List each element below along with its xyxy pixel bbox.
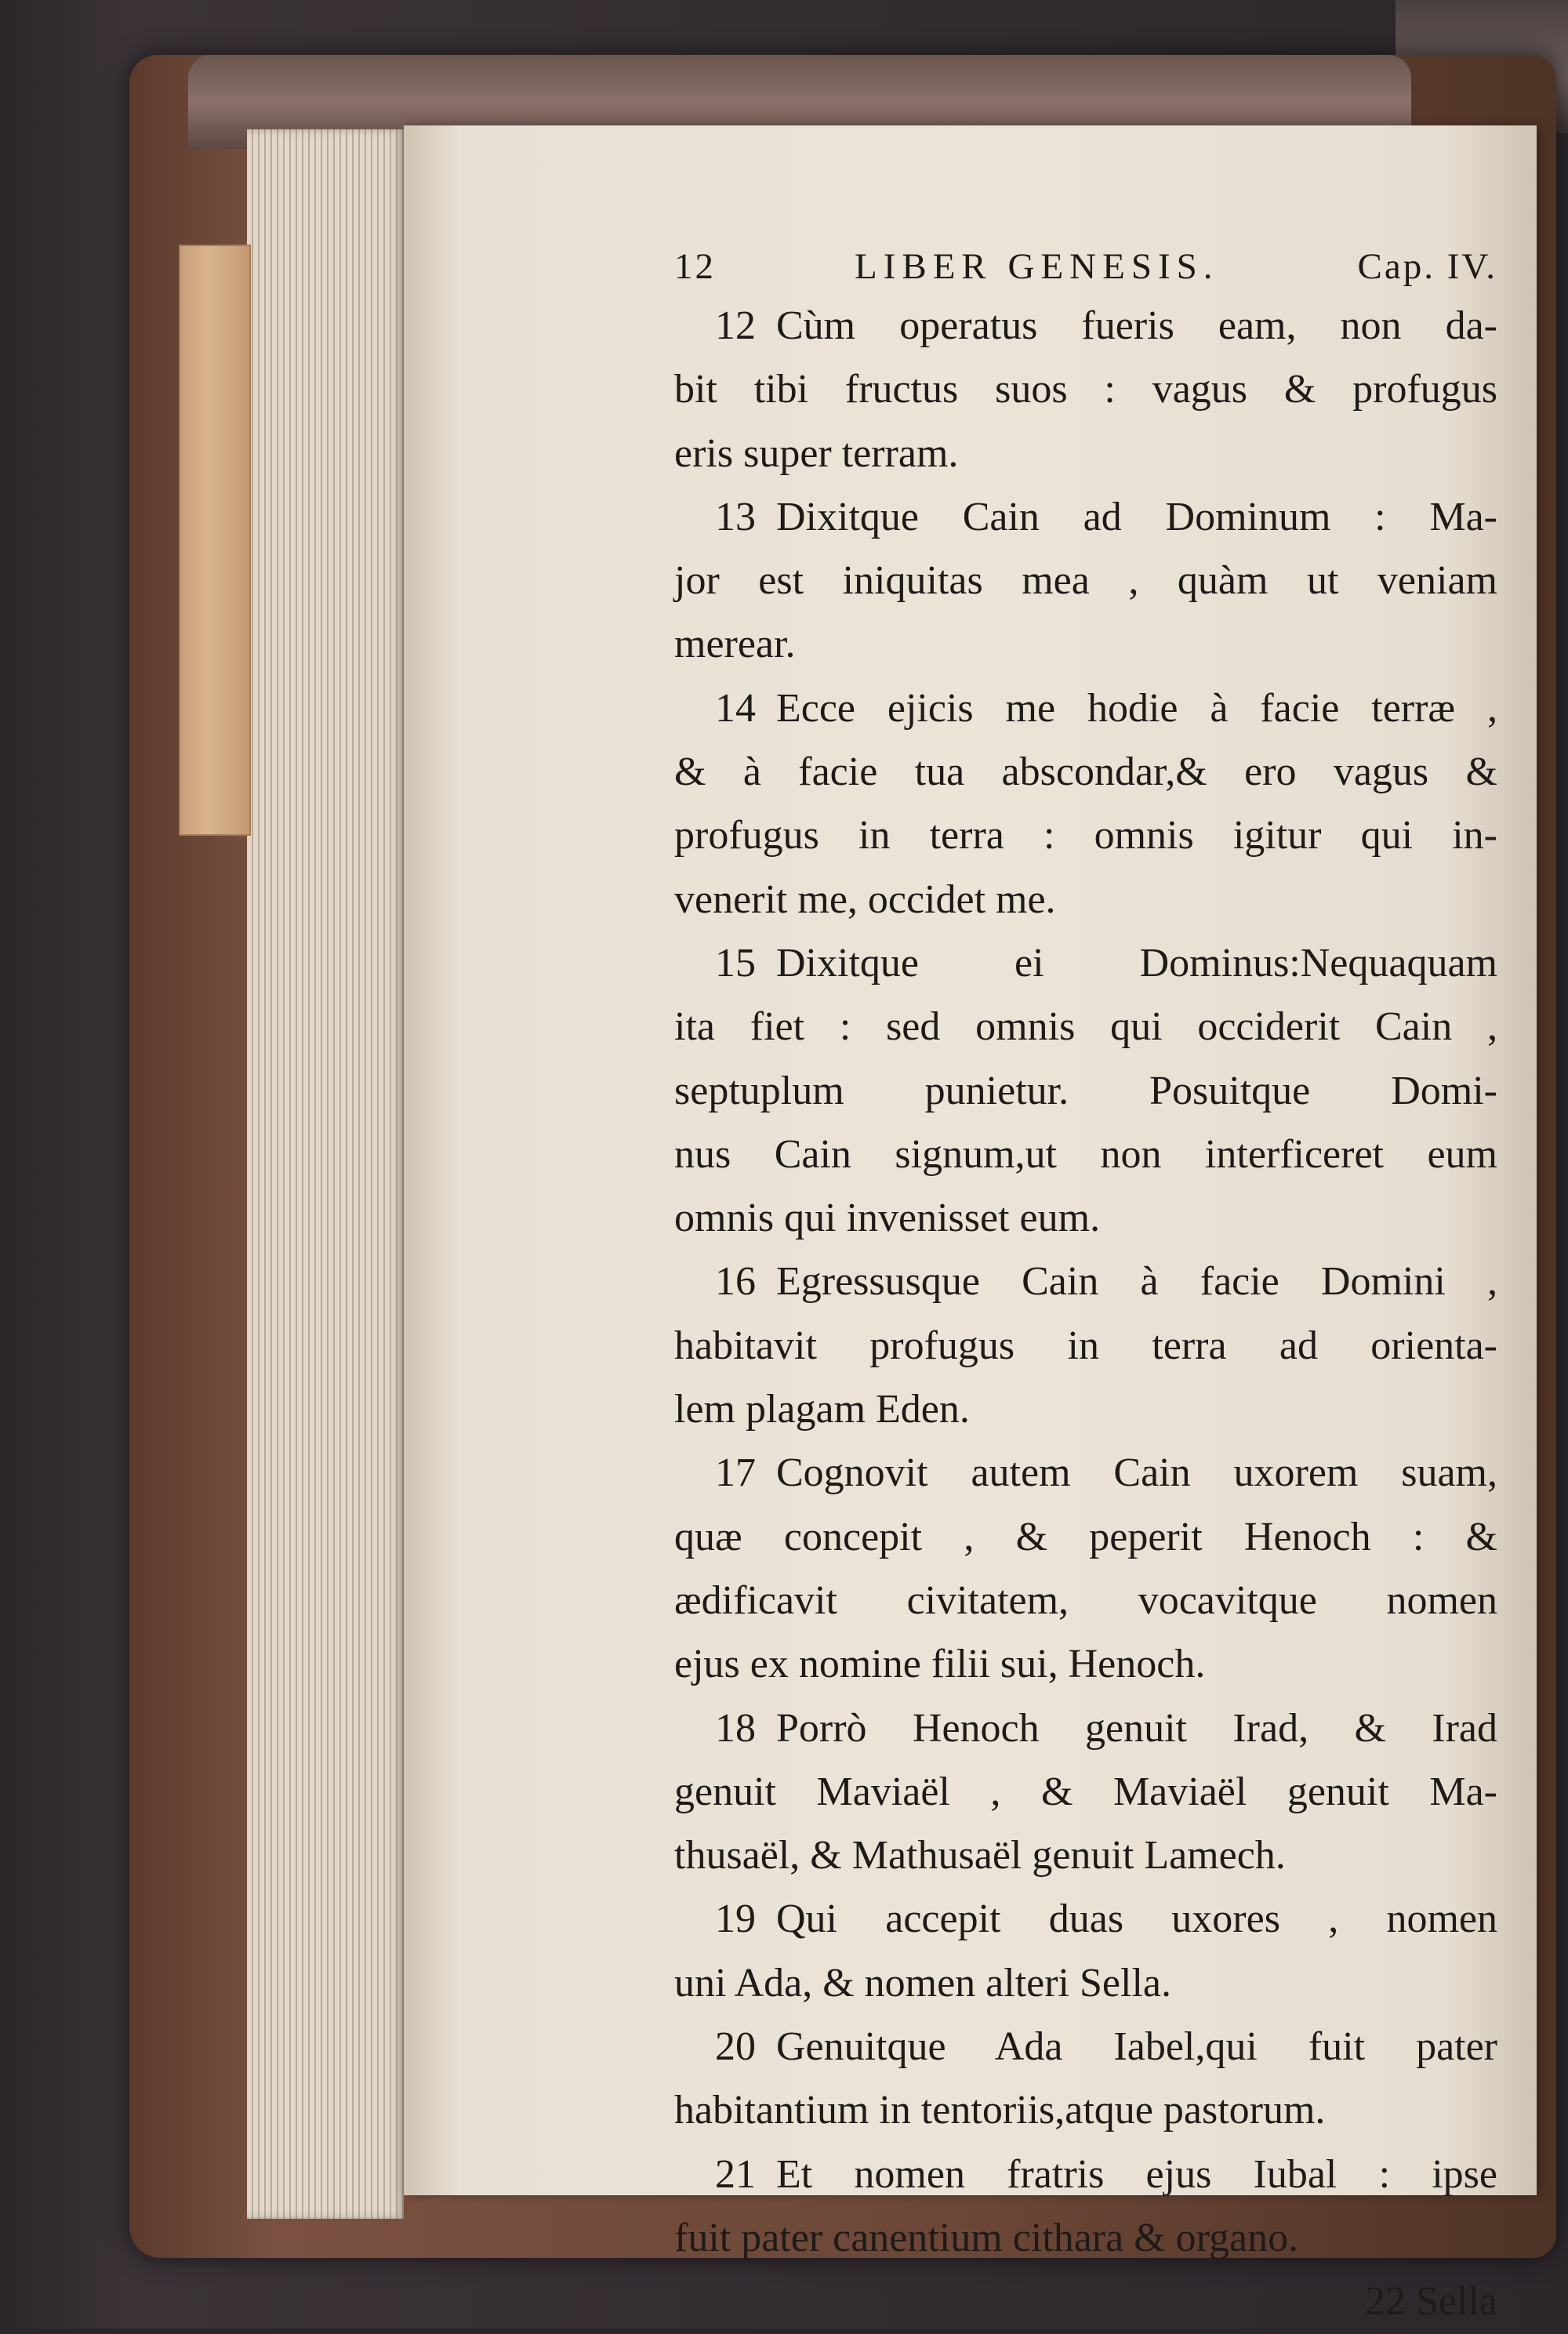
verse-line: fuit pater canentium cithara & organo. bbox=[674, 2215, 1299, 2260]
paper-bookmark bbox=[179, 245, 251, 836]
verse-number: 19 bbox=[715, 1897, 756, 1942]
verse-first-line bbox=[674, 931, 1497, 995]
verse-first-line bbox=[674, 1441, 1497, 1505]
verse-number: 18 bbox=[715, 1705, 756, 1751]
verse-line: omnis qui invenisset eum. bbox=[674, 1196, 1101, 1241]
verse-text: Dixitque ei Dominus:Nequaquam bbox=[776, 940, 1497, 986]
verse-line: quæ concepit , & peperit Henoch : & bbox=[674, 1514, 1497, 1559]
verse-line: septuplum punietur. Posuitque Domi- bbox=[674, 1068, 1497, 1113]
verse-line: uni Ada, & nomen alteri Sella. bbox=[674, 1960, 1171, 2005]
verse-number: 21 bbox=[715, 2151, 756, 2197]
verse-text: Egressusque Cain à facie Domini , bbox=[776, 1259, 1497, 1305]
verse-line: nus Cain signum,ut non interficeret eum bbox=[674, 1131, 1497, 1177]
verse-line: venerit me, occidet me. bbox=[674, 877, 1056, 922]
verse-line: habitantium in tentoriis,atque pastorum. bbox=[674, 2088, 1326, 2133]
page-edges bbox=[247, 129, 404, 2219]
running-head bbox=[674, 239, 1497, 294]
verse-line: lem plagam Eden. bbox=[674, 1387, 970, 1432]
verse-text: Et nomen fratris ejus Iubal : ipse bbox=[776, 2151, 1497, 2197]
chapter-label: Cap. IV. bbox=[1357, 246, 1497, 287]
verse-line: ejus ex nomine filii sui, Henoch. bbox=[674, 1642, 1206, 1687]
verse-first-line bbox=[674, 294, 1497, 358]
verse-line: thusaël, & Mathusaël genuit Lamech. bbox=[674, 1833, 1286, 1878]
verse-text: Cùm operatus fueris eam, non da- bbox=[776, 303, 1497, 348]
verse-first-line bbox=[674, 2015, 1497, 2078]
verse-first-line bbox=[674, 1697, 1497, 1760]
catchword: 22 Sella bbox=[1365, 2279, 1497, 2325]
verse-line: & à facie tua abscondar,& ero vagus & bbox=[674, 750, 1497, 795]
verse-number: 16 bbox=[715, 1259, 756, 1305]
page-number: 12 bbox=[674, 246, 716, 287]
verse-text: Genuitque Ada Iabel,qui fuit pater bbox=[776, 2024, 1497, 2070]
verse-first-line bbox=[674, 677, 1497, 740]
verse-line: habitavit profugus in terra ad orienta- bbox=[674, 1323, 1497, 1368]
verse-line: genuit Maviaël , & Maviaël genuit Ma- bbox=[674, 1769, 1497, 1814]
verse-number: 14 bbox=[715, 685, 756, 731]
verse-list bbox=[674, 294, 1497, 2270]
verse-line: ædificavit civitatem, vocavitque nomen bbox=[674, 1577, 1497, 1623]
verse-first-line bbox=[674, 1250, 1497, 1313]
verse-text: Porrò Henoch genuit Irad, & Irad bbox=[776, 1705, 1497, 1751]
verse-first-line bbox=[674, 1887, 1497, 1951]
verse-number: 20 bbox=[715, 2024, 756, 2070]
verse-line: bit tibi fructus suos : vagus & profugus bbox=[674, 367, 1497, 412]
verse-number: 15 bbox=[715, 940, 756, 986]
page-text bbox=[674, 239, 1497, 2334]
verse-line: merear. bbox=[674, 622, 796, 667]
verse-first-line bbox=[674, 485, 1497, 549]
verse-first-line bbox=[674, 2143, 1497, 2206]
verse-text: Dixitque Cain ad Dominum : Ma- bbox=[776, 494, 1497, 539]
verse-number: 12 bbox=[715, 303, 756, 348]
verse-number: 13 bbox=[715, 494, 756, 539]
verse-number: 17 bbox=[715, 1450, 756, 1496]
book-title: LIBER GENESIS. bbox=[855, 246, 1219, 287]
verse-line: profugus in terra : omnis igitur qui in- bbox=[674, 813, 1497, 858]
verse-line: ita fiet : sed omnis qui occiderit Cain , bbox=[674, 1004, 1497, 1050]
verse-line: eris super terram. bbox=[674, 430, 959, 476]
verse-line: jor est iniquitas mea , quàm ut veniam bbox=[674, 558, 1497, 604]
verse-text: Qui accepit duas uxores , nomen bbox=[776, 1897, 1497, 1942]
verse-text: Cognovit autem Cain uxorem suam, bbox=[776, 1450, 1497, 1496]
verse-text: Ecce ejicis me hodie à facie terræ , bbox=[776, 685, 1497, 731]
